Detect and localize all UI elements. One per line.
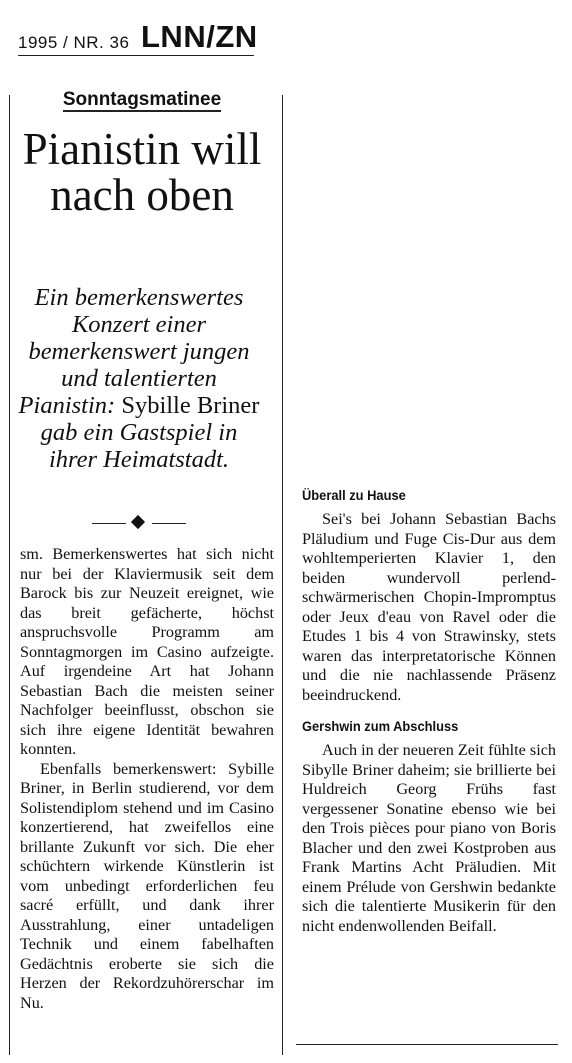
- section-paragraph-1: Sei's bei Johann Sebastian Bachs Pläludium und Fuge Cis-Dur aus dem wohltemperierten Klavier 1, den beiden wundervoll perlend-schwärmerischen Chopin-Impromptus oder Jeux d'eau von Ravel oder die Etudes 1 bis 4 von Strawinsky, stets waren das interpretatorische Können und die nie nachlassende Präsenz beeindruckend.: [302, 510, 556, 704]
- article-deck: [14, 284, 264, 473]
- article-kicker: [20, 88, 264, 112]
- column-rule-left: [9, 95, 10, 1055]
- article-headline: Pianistin will nach oben: [22, 124, 262, 220]
- subhead-ueberall: Überall zu Hause: [302, 487, 406, 503]
- body-paragraph-1: sm. Bemerkenswertes hat sich nicht nur bei der Klaviermusik seit dem Barock bis zur Neuzeit ereignet, wie das breit gefächerte, höchst anspruchsvolle Programm am Sonntagmorgen im Casino aufzeigte. Auf irgendeine Art hat Johann Sebastian Bach die meisten seiner Nachfolger beeinflusst, obschon sie sich ihre eigene Identität bewahren konnten.: [20, 545, 274, 758]
- column-rule-middle: [282, 95, 283, 1055]
- section-paragraph-2: Auch in der neueren Zeit fühlte sich Sibylle Briner daheim; sie brillierte bei Huldreich Georg Frühs fast vergessener Sonatine ebenso wie bei den Trois pièces pour piano von Boris Blacher und den zwei Kostproben aus Frank Martins Acht Präludien. Mit einem Prélude von Gershwin bedankte sich die talentierte Musikerin für den nicht endenwollenden Beifall.: [302, 741, 556, 935]
- separator-ornament: [92, 517, 186, 531]
- deck-name: Sybille Briner: [121, 392, 260, 419]
- deck-text-1: Ein bemerkenswertes Konzert einer bemerkenswert jungen und talentierten Pianistin:: [18, 284, 250, 419]
- kicker-text: Sonntagsmatinee: [62, 89, 222, 110]
- bottom-rule: [296, 1044, 558, 1045]
- article-column-left: [20, 545, 274, 1013]
- ornament-line-left: [92, 523, 126, 524]
- issue-number: 1995 / NR. 36: [18, 33, 130, 52]
- masthead-rule: [18, 55, 254, 56]
- ornament-line-right: [152, 523, 186, 524]
- article-column-right: [302, 486, 556, 936]
- diamond-icon: [131, 515, 145, 529]
- body-paragraph-2: Ebenfalls bemerkenswert: Sybille Briner, in Berlin studierend, vor dem Solistendiplom stehend und im Casino konzertierend, hat zweifellos eine brillante Zukunft vor sich. Die eher schüchtern wirkende Künstlerin ist vom unbedingt erforderlichen feu sacré erfüllt, und dank ihrer Ausstrahlung, einer untadeligen Technik und einem fabelhaften Gedächtnis eroberte sie sich die Herzen der Rekordzuhörerschar im Nu.: [20, 759, 274, 1012]
- deck-text-2: gab ein Gastspiel in ihrer Heimatstadt.: [40, 419, 238, 473]
- subhead-gershwin: Gershwin zum Abschluss: [302, 718, 459, 734]
- newspaper-logo: LNN/ZN: [141, 19, 258, 54]
- masthead: [18, 18, 258, 58]
